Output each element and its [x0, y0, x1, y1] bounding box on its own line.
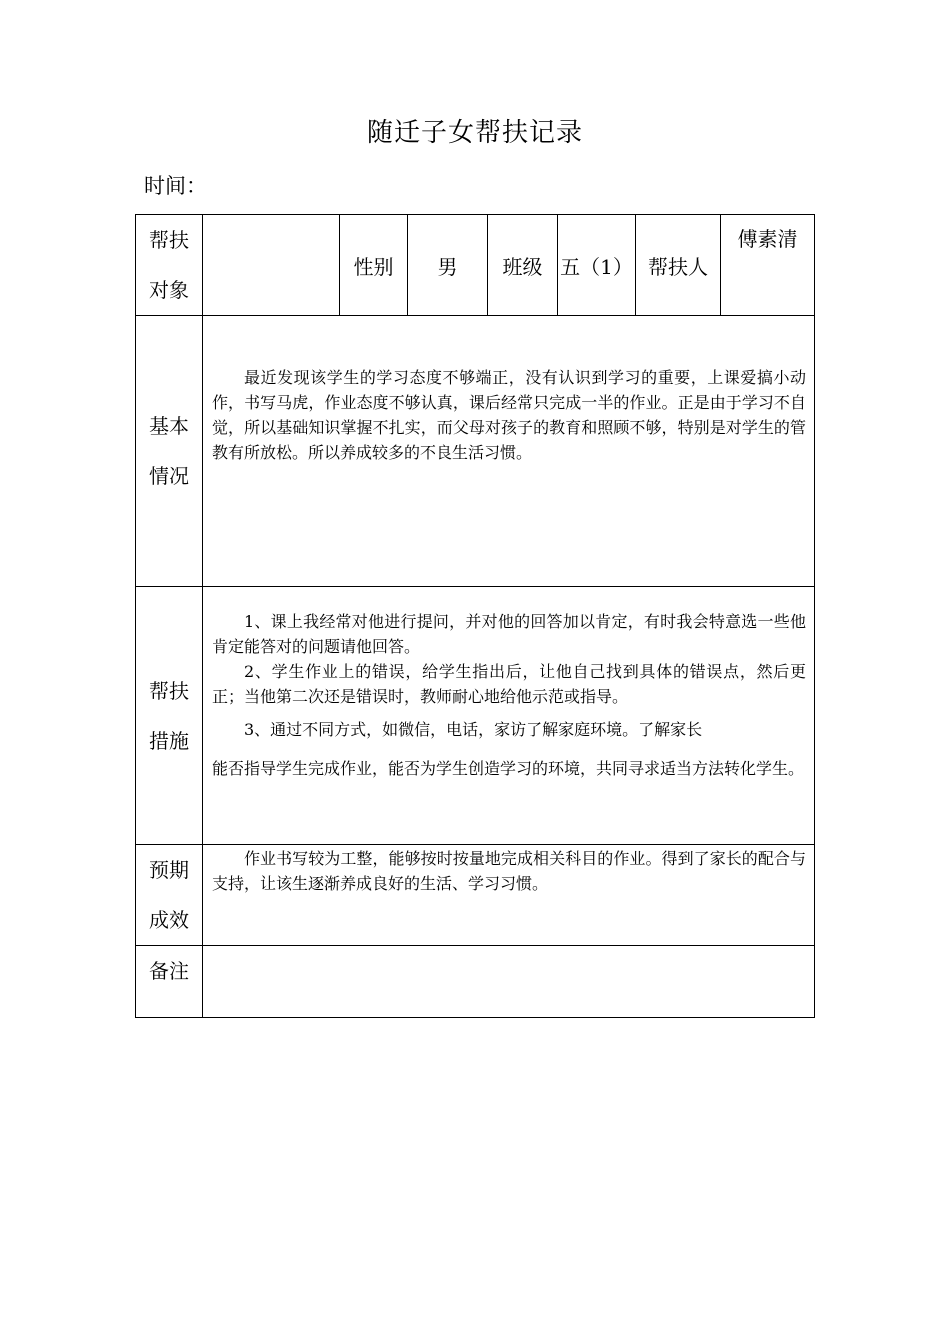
- subject-name-cell: [203, 215, 340, 316]
- basic-label-cell: [136, 316, 203, 587]
- measures-label-cell: [136, 587, 203, 845]
- measure-item-3-line1: 3、通过不同方式，如微信，电话，家访了解家庭环境。了解家长: [244, 720, 703, 739]
- subject-label-line1: 帮扶: [149, 228, 189, 252]
- document-title: 随迁子女帮扶记录: [366, 118, 583, 148]
- measures-row: [136, 587, 815, 845]
- basic-label-line2: 情况: [149, 464, 189, 488]
- expected-label-line1: 预期: [149, 858, 189, 882]
- measures-label-line2: 措施: [149, 728, 189, 753]
- measure-item-1: 1、课上我经常对他进行提问，并对他的回答加以肯定，有时我会特意选一些他肯定能答对的问题请他回答。: [212, 612, 806, 656]
- measures-content-cell: [203, 587, 815, 845]
- remarks-row: [136, 946, 815, 1018]
- basic-text: 最近发现该学生的学习态度不够端正，没有认识到学习的重要，上课爱搞小动作，书写马虎，作业态度不够认真，课后经常只完成一半的作业。正是由于学习不自觉，所以基础知识掌握不扎实，而父母对孩子的教育和照顾不够，特别是对学生的管教有所放松。所以养成较多的不良生活习惯。: [212, 368, 806, 462]
- expected-label-line2: 成效: [149, 908, 189, 932]
- measures-label-line1: 帮扶: [149, 678, 189, 703]
- subject-label-line2: 对象: [149, 278, 189, 302]
- subject-row: [136, 215, 815, 316]
- remarks-content: [203, 946, 815, 1018]
- expected-label-cell: [136, 845, 203, 946]
- class-value: 五（1）: [558, 215, 636, 316]
- subject-label-cell: [136, 215, 203, 316]
- expected-content-cell: [203, 845, 815, 946]
- expected-row: [136, 845, 815, 946]
- measure-item-2: 2、学生作业上的错误，给学生指出后，让他自己找到具体的错误点，然后更正；当他第二次还是错误时，教师耐心地给他示范或指导。: [212, 662, 806, 706]
- gender-label: 性别: [340, 215, 408, 316]
- record-table: [135, 214, 815, 1018]
- basic-label-line1: 基本: [149, 414, 189, 438]
- basic-content-cell: [203, 316, 815, 587]
- expected-text: 作业书写较为工整，能够按时按量地完成相关科目的作业。得到了家长的配合与支持，让该生逐渐养成良好的生活、学习习惯。: [212, 849, 806, 893]
- class-label: 班级: [488, 215, 558, 316]
- helper-value: 傅素清: [721, 215, 815, 316]
- gender-value: 男: [408, 215, 488, 316]
- basic-row: [136, 316, 815, 587]
- time-label: 时间：: [144, 174, 207, 198]
- measure-item-3-line2: 能否指导学生完成作业，能否为学生创造学习的环境，共同寻求适当方法转化学生。: [212, 759, 805, 778]
- remarks-label: 备注: [136, 946, 203, 1018]
- helper-label: 帮扶人: [636, 215, 721, 316]
